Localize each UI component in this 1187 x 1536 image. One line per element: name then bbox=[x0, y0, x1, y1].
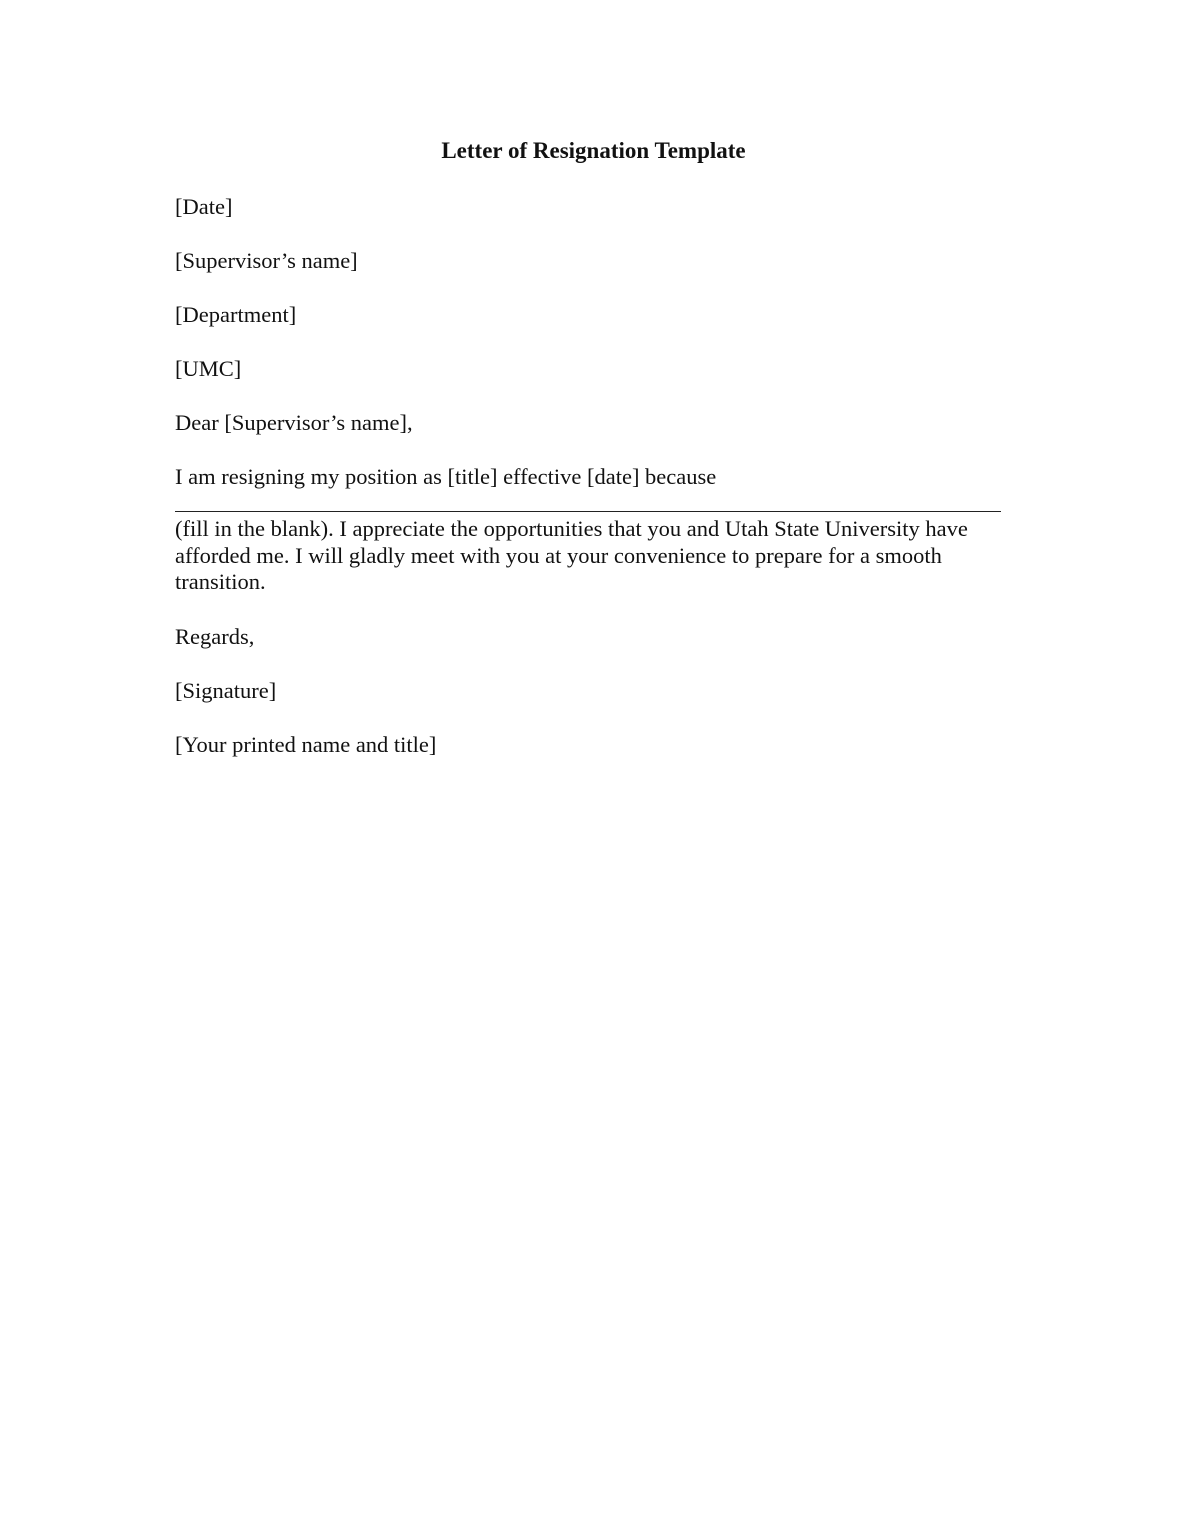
department: [Department] bbox=[175, 302, 297, 327]
body-line: afforded me. I will gladly meet with you at your convenience to prepare for a smooth bbox=[175, 542, 942, 568]
signature: [Signature] bbox=[175, 678, 277, 703]
closing: Regards, bbox=[175, 624, 255, 649]
date-placeholder: [Date] bbox=[175, 194, 233, 219]
supervisor-name: [Supervisor’s name] bbox=[175, 248, 358, 273]
salutation: Dear [Supervisor’s name], bbox=[175, 410, 413, 435]
page-title: Letter of Resignation Template bbox=[441, 138, 746, 163]
umc: [UMC] bbox=[175, 356, 242, 381]
body-first-line: I am resigning my position as [title] effective [date] because bbox=[175, 464, 717, 489]
body-paragraph bbox=[175, 516, 1015, 596]
fill-in-blank-line bbox=[175, 511, 1001, 512]
body-line: transition. bbox=[175, 569, 266, 594]
body-line: (fill in the blank). I appreciate the opportunities that you and Utah State University have bbox=[175, 516, 968, 541]
printed-name: [Your printed name and title] bbox=[175, 732, 437, 757]
